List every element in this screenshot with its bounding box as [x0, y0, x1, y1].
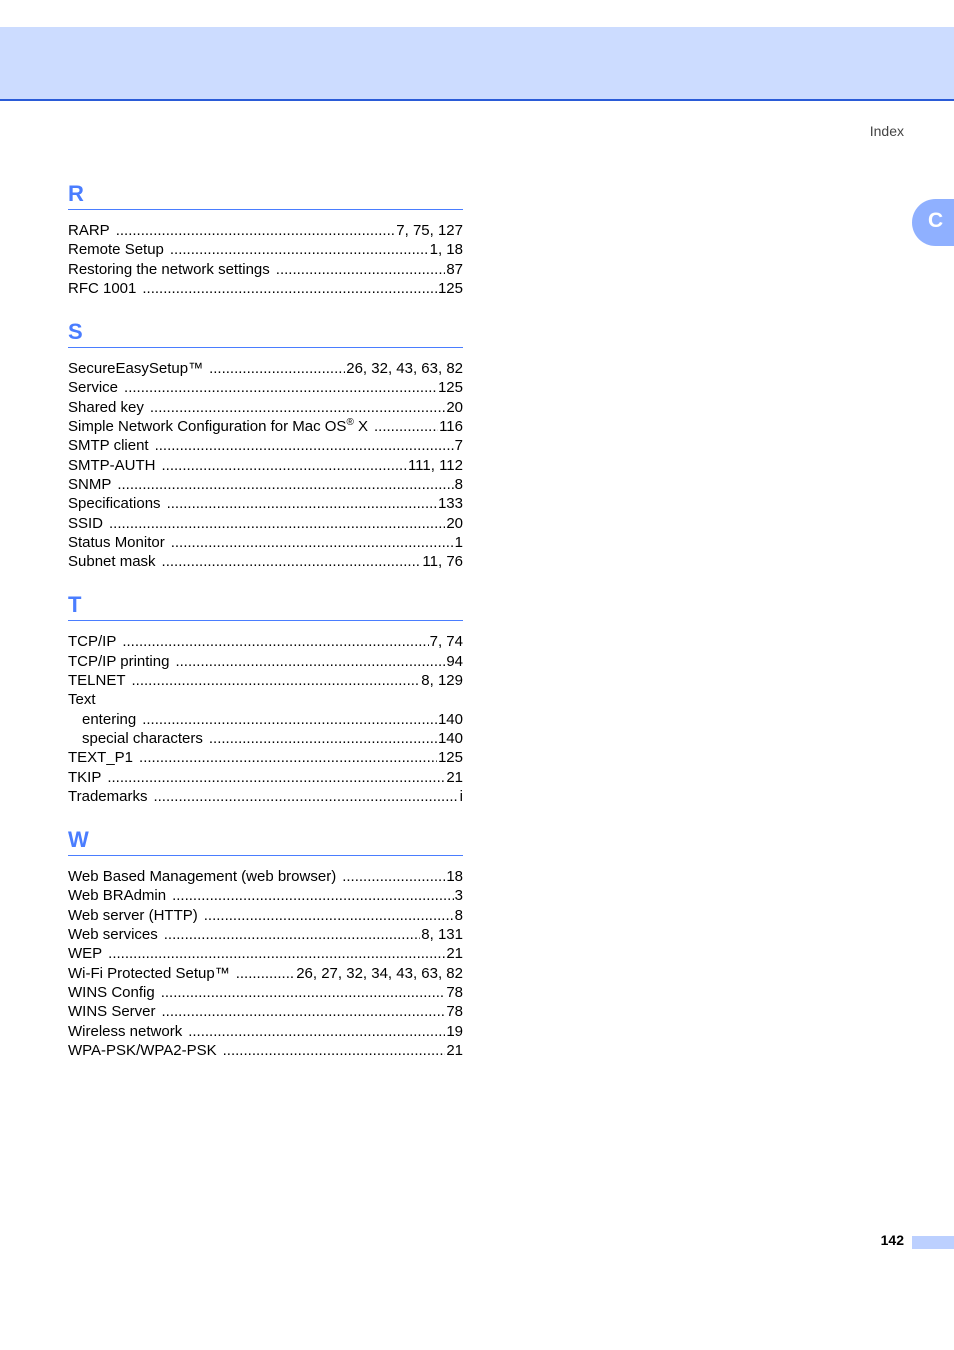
entry-term-text: Restoring the network settings — [68, 260, 270, 278]
entry-term-text: SMTP client — [68, 437, 149, 455]
index-entry — [68, 494, 463, 513]
entry-term — [68, 748, 139, 767]
entry-pages: 87 — [446, 260, 463, 278]
entry-pages: 8 — [454, 906, 463, 924]
entry-pages: 20 — [446, 398, 463, 416]
dot-leader — [172, 886, 454, 905]
entry-term — [68, 436, 155, 455]
entry-term — [68, 475, 117, 494]
entry-term — [68, 652, 175, 671]
index-entry — [68, 417, 463, 436]
entry-term — [68, 944, 108, 963]
dot-leader — [171, 533, 454, 552]
entry-pages: 94 — [446, 652, 463, 670]
entry-term-suffix: X — [353, 418, 368, 436]
dot-leader — [155, 436, 454, 455]
entry-term-text: SNMP — [68, 475, 112, 493]
index-entry — [68, 436, 463, 455]
entry-term-text: SSID — [68, 514, 104, 532]
entry-term-text: Trademarks — [68, 787, 148, 805]
entry-term-text: Wireless network — [68, 1022, 183, 1040]
entry-term — [68, 378, 124, 397]
entry-term — [82, 729, 209, 748]
dot-leader — [116, 221, 396, 240]
index-entry — [68, 240, 463, 259]
dot-leader — [175, 652, 445, 671]
entry-term — [68, 494, 167, 513]
section-letter: W — [68, 824, 463, 856]
index-section-r — [68, 178, 463, 298]
entry-term — [68, 533, 171, 552]
registered-mark: ® — [346, 417, 354, 429]
entry-pages: 1 — [454, 533, 463, 551]
dot-leader — [122, 632, 428, 651]
entry-pages: 8, 129 — [421, 672, 463, 690]
running-header: Index — [869, 123, 904, 139]
index-entry — [68, 652, 463, 671]
entry-pages: 11, 76 — [422, 553, 463, 571]
dot-leader — [204, 906, 454, 925]
entry-pages: i — [459, 787, 463, 805]
entry-term — [68, 221, 116, 240]
index-entry — [68, 475, 463, 494]
dot-leader — [109, 514, 445, 533]
index-entry — [68, 552, 463, 571]
entry-term — [68, 671, 132, 690]
dot-leader — [236, 964, 295, 983]
chapter-tab-letter: C — [928, 209, 944, 232]
dot-leader — [167, 494, 437, 513]
entry-term-text: Web server (HTTP) — [68, 906, 198, 924]
entry-term — [68, 964, 236, 983]
index-entry — [68, 221, 463, 240]
entry-term-text: special characters — [82, 729, 203, 747]
dot-leader — [107, 768, 445, 787]
dot-leader — [209, 729, 437, 748]
index-entry — [68, 1041, 463, 1060]
entry-term — [68, 260, 276, 279]
index-entry — [68, 748, 463, 767]
entry-pages: 26, 27, 32, 34, 43, 63, 82 — [296, 964, 463, 982]
index-entry — [68, 398, 463, 417]
entry-term-text: WPA-PSK/WPA2-PSK — [68, 1041, 217, 1059]
entry-pages: 21 — [446, 1041, 463, 1059]
entry-term-text: Subnet mask — [68, 553, 156, 571]
entry-term-text: Specifications — [68, 495, 161, 513]
entry-term — [68, 1022, 188, 1041]
entry-term-text: SMTP-AUTH — [68, 456, 156, 474]
page-number: 142 — [880, 1232, 904, 1248]
entry-term-text: WINS Server — [68, 1003, 156, 1021]
entry-term-text: TKIP — [68, 768, 102, 786]
entry-term-text: Simple Network Configuration for Mac OS — [68, 418, 347, 436]
entry-pages: 116 — [439, 418, 463, 436]
index-entry — [68, 456, 463, 475]
entry-pages: 26, 32, 43, 63, 82 — [346, 360, 463, 378]
entry-term — [68, 279, 142, 298]
entry-term-text: Status Monitor — [68, 533, 165, 551]
entry-pages: 125 — [437, 749, 463, 767]
index-entry — [68, 260, 463, 279]
section-letter: S — [68, 316, 463, 348]
dot-leader — [162, 456, 407, 475]
index-entry — [68, 787, 463, 806]
entry-term — [68, 632, 122, 651]
entry-term — [82, 710, 142, 729]
entry-term — [68, 867, 342, 886]
header-band — [0, 27, 954, 101]
index-entry — [68, 768, 463, 787]
dot-leader — [132, 671, 421, 690]
entry-term — [68, 359, 209, 378]
entry-term-text: TCP/IP — [68, 633, 117, 651]
dot-leader — [188, 1022, 445, 1041]
entry-pages: 133 — [437, 495, 463, 513]
entry-term-text: entering — [82, 710, 137, 728]
index-entry — [68, 867, 463, 886]
entry-term — [68, 906, 204, 925]
entry-pages: 8, 131 — [421, 926, 463, 944]
entry-term-text: Remote Setup — [68, 241, 164, 259]
entry-term — [68, 417, 374, 436]
entry-term — [68, 1041, 223, 1060]
dot-leader — [139, 748, 437, 767]
index-section-t — [68, 589, 463, 806]
entry-pages: 7, 74 — [429, 633, 463, 651]
entry-pages: 78 — [446, 1003, 463, 1021]
index-section-w — [68, 824, 463, 1060]
entry-term-text: RFC 1001 — [68, 279, 137, 297]
dot-leader — [223, 1041, 446, 1060]
dot-leader — [108, 944, 445, 963]
index-subentry — [68, 729, 463, 748]
dot-leader — [209, 359, 345, 378]
entry-term-text: WINS Config — [68, 983, 155, 1001]
index-entry — [68, 964, 463, 983]
dot-leader — [124, 378, 437, 397]
entry-term — [68, 787, 153, 806]
entry-term — [68, 925, 164, 944]
dot-leader — [142, 710, 437, 729]
dot-leader — [276, 260, 446, 279]
dot-leader — [162, 552, 422, 571]
entry-pages: 140 — [437, 729, 463, 747]
index-entry — [68, 944, 463, 963]
index-entry — [68, 533, 463, 552]
index-section-s — [68, 316, 463, 571]
entry-term-text: WEP — [68, 945, 103, 963]
entry-term-text: TCP/IP printing — [68, 652, 170, 670]
entry-term — [68, 456, 162, 475]
dot-leader — [162, 1002, 446, 1021]
entry-pages: 1, 18 — [429, 241, 463, 259]
entry-term — [68, 398, 150, 417]
entry-term-text: Service — [68, 379, 119, 397]
dot-leader — [117, 475, 453, 494]
entry-pages: 3 — [454, 887, 463, 905]
entry-term-text: Wi-Fi Protected Setup™ — [68, 964, 230, 982]
index-entry — [68, 983, 463, 1002]
index-entry — [68, 279, 463, 298]
entry-term — [68, 768, 107, 787]
entry-term-text: RARP — [68, 222, 110, 239]
index-entry — [68, 671, 463, 690]
index-entry — [68, 1022, 463, 1041]
index-entry — [68, 906, 463, 925]
dot-leader — [161, 983, 446, 1002]
entry-term-text: SecureEasySetup™ — [68, 360, 204, 378]
dot-leader — [374, 417, 438, 436]
dot-leader — [153, 787, 458, 806]
index-entry — [68, 690, 463, 709]
entry-pages: 140 — [437, 710, 463, 728]
chapter-tab — [912, 199, 954, 246]
index-entry — [68, 378, 463, 397]
entry-term-text: Web Based Management (web browser) — [68, 868, 337, 886]
index-entry — [68, 514, 463, 533]
entry-pages: 19 — [446, 1022, 463, 1040]
index-entry — [68, 886, 463, 905]
index-entry — [68, 1002, 463, 1021]
entry-pages: 21 — [446, 945, 463, 963]
entry-pages: 18 — [446, 868, 463, 886]
entry-term-text: Web services — [68, 926, 158, 944]
entry-term — [68, 514, 109, 533]
section-letter: R — [68, 178, 463, 210]
entry-pages: 125 — [437, 379, 463, 397]
entry-pages: 125 — [437, 279, 463, 297]
dot-leader — [164, 925, 421, 944]
section-letter: T — [68, 589, 463, 621]
dot-leader — [342, 867, 445, 886]
index-entry — [68, 632, 463, 651]
index-column — [68, 178, 463, 1078]
entry-term-text: TEXT_P1 — [68, 749, 134, 767]
dot-leader — [170, 240, 429, 259]
dot-leader — [150, 398, 445, 417]
entry-pages: 8 — [454, 475, 463, 493]
entry-term — [68, 983, 161, 1002]
entry-term — [68, 552, 162, 571]
dot-leader — [142, 279, 437, 298]
page-number-tab — [912, 1236, 954, 1249]
entry-term — [68, 886, 172, 905]
entry-term — [68, 1002, 162, 1021]
index-entry — [68, 359, 463, 378]
entry-pages: 21 — [446, 768, 463, 786]
entry-pages: 20 — [446, 514, 463, 532]
index-entry — [68, 925, 463, 944]
entry-term-text: Shared key — [68, 398, 144, 416]
entry-pages: 7, 75, 127 — [396, 222, 463, 239]
entry-term-text: TELNET — [68, 672, 126, 690]
entry-term — [68, 240, 170, 259]
entry-pages: 111, 112 — [407, 456, 463, 474]
entry-term — [68, 690, 96, 709]
index-subentry — [68, 710, 463, 729]
entry-term-text: Web BRAdmin — [68, 887, 167, 905]
entry-pages: 7 — [454, 437, 463, 455]
entry-term-text: Text — [68, 691, 96, 709]
entry-pages: 78 — [446, 983, 463, 1001]
